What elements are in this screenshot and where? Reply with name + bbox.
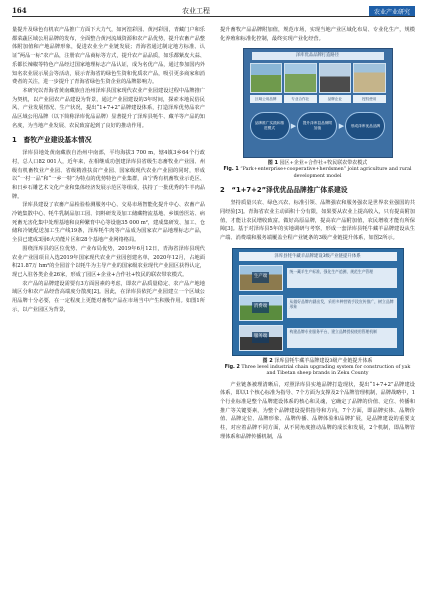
photo-consumption <box>239 295 283 321</box>
figure-2-row <box>239 325 397 351</box>
section-heading: 2 “1+7+2”泽优优品品牌推广体系建设 <box>220 186 348 195</box>
flow-bubble: 形成泽库优品品牌 <box>345 112 385 140</box>
figure-2-caption-en <box>220 365 415 378</box>
page-number: 164 <box>12 6 27 15</box>
figure-2-caption-en-label: Fig. 2 <box>224 364 240 370</box>
section-tag: 农业产业研究 <box>369 6 415 17</box>
figure-2-caption-text: 泽库县牦牛藏羊品牌建设3级产业链提升体系 <box>274 357 373 364</box>
figure-2-desc: 构建品牌专业服务平台，建立品牌授权使用管理机制 <box>287 328 397 348</box>
figure-2-title: 泽库县牦牛藏羊品牌建设3级产业链提升体系 <box>239 252 397 261</box>
paragraph: 提升畜牧产品品牌附加值，规范市场，实现当地产业区域化布局、专业化生产，规模化养殖和标准化控制，最终实现产业化经营。 <box>220 27 415 42</box>
figure-1-caption-en-text: “Park+enterprise+cooperative+herdsmen” joint agriculture and rural development model <box>240 167 412 179</box>
arrow-right-icon: ▶ <box>290 122 297 131</box>
photo-service <box>239 325 283 351</box>
figure-2-tag: 生产端 <box>252 272 269 283</box>
figure-2-caption-label: 图 2 <box>262 357 273 364</box>
figure-2-row <box>239 295 397 321</box>
figure-2 <box>232 248 404 356</box>
figure-1-label: 区域公用品牌 <box>250 95 283 103</box>
figure-1-caption-text: 园区+企业+合作社+牧民联农带农模式 <box>279 160 368 167</box>
figure-2-caption <box>220 358 415 365</box>
photo-products <box>353 63 386 93</box>
header-rule <box>12 16 415 17</box>
figure-1-label: 品牌企业 <box>319 95 352 103</box>
journal-title: 农业工程 <box>182 7 210 15</box>
flow-bubble: 提升泽库县品牌附加值 <box>297 112 337 140</box>
figure-2-tag: 消费端 <box>252 302 269 313</box>
figure-1-caption-label: 图 1 <box>267 160 279 167</box>
figure-1-labels <box>250 95 386 103</box>
paragraph: 坚持质量兴农、绿色兴农、标准引领、品牌强农和服务强农是世界农业强国的共同经验[3]。青海省农业主动面积十分有限，如果要从农业上提高收入，只有提高附加值，才能让农民增收致富。做好高原品牌，提高农产品附加值，农民增收才能有所保障[3]。基于对泽库县5年的实地调研与考察，形成一套泽库县牦牛藏羊品牌建设从生产端、消费端和服务端覆盖全程产业链条的3级产业链提升体系，如图2所示。 <box>220 200 415 241</box>
photo-yaks <box>319 63 352 93</box>
paragraph: 围绕泽库县的区位优势、产业布局优势，2019年6月12日，青海省泽库县现代农业产业园项目入选2019年国家现代农业产业园创建名单，2020年12月，占地面积21.87万 hm²的全园首个以牦牛为主导产业的国家级农业现代产业园区获得认定，现已入驻各类企业26家，形成了园区+企业+合作社+牧民的联农带农模式。 <box>12 245 205 278</box>
paragraph: 泽库县建设了农畜产品检验检测服务中心、交易市场智能化提升中心、农畜产品冷链集散中心、牦牛乳制品加工园、饲料研发及加工储藏物流基地、乡镇兽医站、病死畜无害化集中处理基地和良种繁育中心等设施35 000 m²，建成集研发、加工、仓储和冷链配送加工生产线19条，泽库牦牛肉等产品成为国家农产品地理标志产品，全县已建成3园6大功能片区和28个基地产业网络格局。 <box>12 202 205 244</box>
section-heading: 1 畜牧产业建设基本情况 <box>12 136 92 145</box>
figure-2-desc: 从做好品牌内涵出发，采用多种营销手段宣传推广，树立品牌形象 <box>287 298 397 318</box>
figure-1-caption-en <box>220 167 415 180</box>
figure-2-caption-en-text: Three level industrial chain upgrading system for construction of yak and Tibetan sheep brands in Zeku County <box>241 364 411 377</box>
paragraph: 产业链条被理清晰后，对照泽库县实地品牌打造现状，提出“1+7+2”品牌建设体系，即以1个核心标准为指导、7个方面为支撑及2个品牌管理机制，品牌战略中，1个行业标准是整个品牌建设体系的核心和灵魂，它确定了品牌的价值、定位、传播和推广等关键要素，为整个品牌建设提供指导和方向，7个方面，即品牌实体、品牌价值、品牌定位、品牌形象、品牌传播、品牌体验和品牌扩展，是品牌建设的重要支柱，对应着品牌不同方面，从不同角度推动品牌的成长和发展，2个机制，即品牌管理体系和品牌传播机制，品 <box>220 381 415 440</box>
figure-2-row <box>239 265 397 291</box>
paragraph: 泽库县地处黄南藏族自治州中南部，平均海拔3 700 m，辖4镇3乡64个行政村，总人口82 001人，近年来，在相继成功创建泽库县省级生态畜牧业产业园、州级有机畜牧业产业园、省级精准扶贫产业园、国家级现代农业产业园的同时，形成以“一村一品”和“一乡一特”为特点的优势特色产业集群，由宁秀有机畜牧业示范区、和日乡石雕艺术文化产业和集体经济发展示范区等组成，扶持了一批优秀的牛羊肉品牌。 <box>12 150 205 200</box>
figure-1 <box>243 48 393 158</box>
paragraph: 本研究以青海省黄南藏族自治州泽库县国家现代农业产业园建设过程中品牌推广为契机，以产业园农产品建设为背景，通过产业园建设的3年时间，探索本地民俗民风、产业发展情况、生产状况，提出“1+7+2”品牌建设体系，打造泽库优势品农产品区域公用品牌（以下简称泽库优品品牌）显著提升了泽库县牦牛、藏羊等产品的知名度，为当地产业发展、农民致富起到了良好的推动作用。 <box>12 87 205 129</box>
paragraph: 量提升及绿色有机农产品推广方面下大力气，如河湟彩园、黄河彩园，青藏门户和乐都菜蔬区域公用品牌的发布，全面整合黄河流域资源和农产品优势，提升农畜产品整体附加值和产地品牌形象，促进农业全产业链发展；青海省通过制定地方标准、认证“两品一标”农产品，注册农产品商标等方式，提升农产品品质，如乐都紫皮大蒜、乐都长辣椒等特色产品经过国家地理标志产品认证，成为名优产品，通过参加国内外知名农业展示展会等活动，展示青海省的绿色生资和优质农产品，吸引更多商家和消费者的关注，进一步提升了青海省绿色生资企业的品牌影响力。 <box>12 27 205 86</box>
left-column <box>12 26 205 315</box>
figure-1-label: 专业合作社 <box>284 95 317 103</box>
figure-1-label: 授权使用 <box>353 95 386 103</box>
arrow-right-icon: ▶ <box>338 122 345 131</box>
figure-1-photos <box>250 63 386 93</box>
figure-1-caption-en-label: Fig. 1 <box>223 167 239 173</box>
photo-production <box>239 265 283 291</box>
figure-1-flow <box>250 111 386 141</box>
paragraph: 农产品的品牌建设需要有3方面因素的考虑，即农产品质量稳定、农产品产地地域区分和农产品经营高端度分散度[2]。因此，在泽库县依托产业园建立一个区域公用品牌十分必要，在一定程度上更能对畜牧产品在市场当中产生积极作用。如图1所示，以产业园区为背景， <box>12 280 205 313</box>
photo-landscape <box>250 63 283 93</box>
figure-1-title: 泽库优品品牌打造路径 <box>252 52 384 60</box>
right-column <box>220 26 415 442</box>
photo-pasture <box>284 63 317 93</box>
figure-2-tag: 服务端 <box>252 332 269 343</box>
figure-2-desc: 统一藏羊生产标准，强化生产追溯，规范生产管理 <box>287 268 397 288</box>
flow-bubble: 品牌推广实践和推进模式 <box>250 112 290 140</box>
